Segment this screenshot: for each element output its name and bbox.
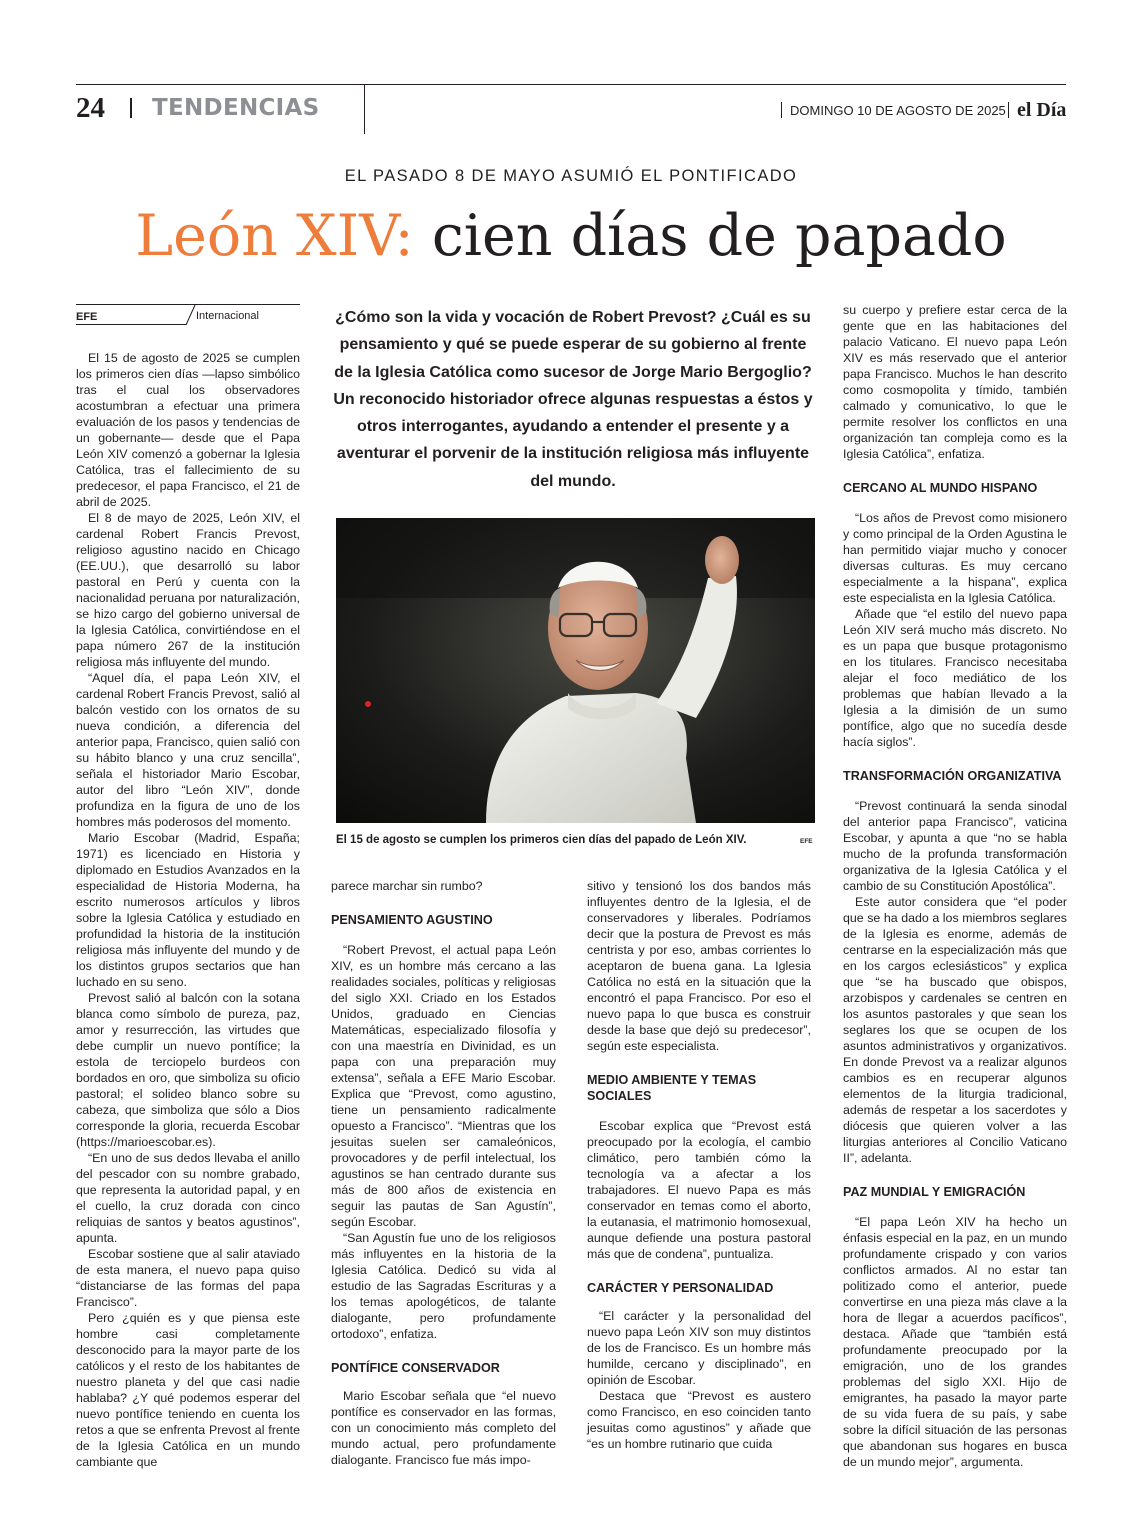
byline-agency: EFE (76, 311, 98, 323)
paragraph: “Los años de Prevost como misionero y como principal de la Orden Agustina le han permitido viajar mucho y conocer diversas culturas. Es muy cercano especialmente a la hispana”, explica este especialista en la Iglesia Católica. (843, 511, 1067, 605)
paragraph: “Robert Prevost, el actual papa León XIV, es un hombre más cercano a las realidades sociales, políticas y religiosas del siglo XXI. Criado en los Estados Unidos, graduado en Ciencias Matemáticas, especializado filosofía y con una maestría en Divinidad, es un papa con una preparación muy extensa”, señala a EFE Mario Escobar. Explica que “Prevost, como agustino, tiene un pensamiento radicalmente opuesto a Francisco”. “Mientras que los jesuitas suelen ser camaleónicos, provocadores y de perfil intelectual, los agustinos se han centrado durante sus más de 800 años de existencia en seguir las pautas de San Agustín”, según Escobar. (331, 943, 556, 1229)
paragraph: Prevost salió al balcón con la sotana blanca como símbolo de pureza, paz, amor y resurrección, las virtudes que debe cumplir un nuevo pontífice; la estola de terciopelo burdeos con bordados en oro, que simboliza su oficio pastoral; el solideo blanco sobre su cabeza, que simboliza que sólo a Dios corresponde la gloria, recuerda Escobar (https://marioescobar.es). (76, 991, 300, 1149)
headline-rest: cien días de papado (431, 203, 1007, 269)
subheading: TRANSFORMACIÓN ORGANIZATIVA (843, 769, 1062, 783)
subheading: CARÁCTER Y PERSONALIDAD (587, 1281, 774, 1295)
byline-category: Internacional (196, 310, 259, 322)
paragraph: parece marchar sin rumbo? (331, 879, 483, 893)
subheading: PENSAMIENTO AGUSTINO (331, 913, 493, 927)
paragraph: Destaca que “Prevost es austero como Francisco, en eso coinciden tanto jesuitas como agustinos” y añade que “es un hombre rutinario que cuida (587, 1389, 811, 1451)
subheading: CERCANO AL MUNDO HISPANO (843, 481, 1038, 495)
subheading: PAZ MUNDIAL Y EMIGRACIÓN (843, 1185, 1026, 1199)
page-number: 24 (76, 92, 105, 124)
section-title: TENDENCIAS (152, 95, 320, 121)
paragraph: “Aquel día, el papa León XIV, el cardenal Robert Francis Prevost, salió al balcón vestido con los ornatos de su nueva condición, a diferencia del anterior papa, Francisco, quien salió con su hábito blanco y una cruz sencilla”, señala el historiador Mario Escobar, autor del libro “León XIV”, donde profundiza en la figura de uno de los hombres más poderosos del momento. (76, 671, 300, 829)
paragraph: “El carácter y la personalidad del nuevo papa León XIV son muy distintos de los de Francisco. Es un hombre más humilde, cercano y disciplinado”, en opinión de Escobar. (587, 1309, 811, 1387)
paragraph: sitivo y tensionó los dos bandos más influyentes dentro de la Iglesia, el de conservadores y liberales. Podríamos decir que la postura de Prevost es más centrista y por eso, ambas corrientes lo aceptaron de buena gana. La Iglesia Católica no está en la situación que la encontró el papa Francisco. Por eso el nuevo papa lo que busca es construir desde la base que dejó su predecesor”, según este especialista. (587, 879, 811, 1053)
paragraph: “San Agustín fue uno de los religiosos más influyentes en la historia de la Iglesia Católica. Dedicó su vida al estudio de las Sagradas Escrituras y a los temas apologéticos, de talante dialogante, pero profundamente ortodoxo”, enfatiza. (331, 1231, 556, 1341)
header-separator (130, 98, 132, 118)
headline (0, 196, 1142, 276)
paragraph: El 15 de agosto de 2025 se cumplen los primeros cien días —lapso simbólico tras el cual los observadores acostumbran a efectuar una primera evaluación de los pasos y tendencias de un gobernante— desde que el Papa León XIV comenzó a gobernar la Iglesia Católica, tras el fallecimiento de su predecesor, el papa Francisco, el 21 de abril de 2025. (76, 351, 300, 509)
column-1 (76, 350, 300, 1470)
paragraph: El 8 de mayo de 2025, León XIV, el cardenal Robert Francis Prevost, religioso agustino nacido en Chicago (EE.UU.), que desarrolló su labor pastoral en Perú y cuenta con la nacionalidad peruana por naturalización, se hizo cargo del gobierno universal de la Iglesia Católica, convirtiéndose en el papa número 267 de la institución religiosa más influyente del mundo. (76, 511, 300, 669)
photo-caption: El 15 de agosto se cumplen los primeros cien días del papado de León XIV. (336, 834, 747, 846)
newspaper-logo: el Día (1017, 99, 1067, 121)
byline-underline (76, 324, 186, 325)
paragraph: Mario Escobar señala que “el nuevo pontífice es conservador en las formas, con un conocimiento más completo del mundo actual, pero profundamente dialogante. Francisco fue más impo- (331, 1389, 556, 1467)
paragraph: “El papa León XIV ha hecho un énfasis especial en la paz, en un mundo profundamente crispado y con varios conflictos armados. Al no estar tan politizado como el anterior, puede convertirse en una pieza más clave a la hora de llegar a acuerdos pacíficos”, destaca. Añade que “también está profundamente preocupado por la emigración, uno de los grandes problemas del siglo XXI. Hijo de emigrantes, ha pasado la mayor parte de su vida fuera de su país, y sabe sobre la difícil situación de las personas que abandonan sus hogares en busca de un mundo mejor”, argumenta. (843, 1215, 1067, 1469)
kicker: EL PASADO 8 DE MAYO ASUMIÓ EL PONTIFICADO (344, 167, 798, 185)
header-separator (781, 102, 782, 118)
byline-slash (184, 304, 196, 326)
paragraph: su cuerpo y prefiere estar cerca de la gente que en las habitaciones del palacio Vaticano. El nuevo papa León XIV es más reservado que el anterior papa Francisco. Muchos le han descrito como cosmopolita y tímido, también calmado y comunicativo, lo que le permite resolver los conflictos en una organización tan compleja como es la Iglesia Católica”, enfatiza. (843, 303, 1067, 461)
column-4 (843, 302, 1067, 1470)
subheading: MEDIO AMBIENTE Y TEMAS SOCIALES (587, 1073, 757, 1103)
paragraph: Escobar explica que “Prevost está preocupado por la ecología, el cambio climático, pero también cómo la tecnología va a afectar a los trabajadores. El nuevo Papa es más conservador en temas como el aborto, la eutanasia, el matrimonio homosexual, aunque defiende una postura pastoral más que de condena”, puntualiza. (587, 1119, 811, 1261)
paragraph: Este autor considera que “el poder que se ha dado a los miembros seglares de la Iglesia es enorme, además de centrarse en la especialización más que en los cargos eclesiásticos” y explica que “se ha buscado que obispos, arzobispos y cardenales se centren en los asuntos pastorales y que sean los seglares los que se ocupen de los asuntos administrativos y organizativos. En donde Prevost va a realizar algunos cambios es en recuperar algunos elementos de la liturgia tradicional, además de respetar a los sacerdotes y diócesis que quieren volver a las liturgias anteriores al Concilio Vaticano II”, adelanta. (843, 895, 1067, 1165)
paragraph: Pero ¿quién es y que piensa este hombre casi completamente desconocido para la mayor parte de los católicos y el resto de los habitantes de nuestro planeta y del que casi nadie hablaba? ¿Y qué podemos esperar del nuevo pontífice teniendo en cuenta los retos a que se enfrenta Prevost al frente de la Iglesia Católica en un mundo cambiante que (76, 1311, 300, 1469)
subheading: PONTÍFICE CONSERVADOR (331, 1361, 500, 1375)
red-light (365, 701, 371, 707)
paragraph: Escobar sostiene que al salir ataviado de esta manera, el nuevo papa quiso “distanciarse de las formas del papa Francisco”. (76, 1247, 300, 1309)
headline-accent: León XIV: (135, 203, 414, 269)
header-separator (1008, 102, 1009, 118)
paragraph: “En uno de sus dedos llevaba el anillo del pescador con su nombre grabado, que representa la autoridad papal, y en el cuello, la cruz dorada con cinco reliquias de santos y beatos agustinos”, apunta. (76, 1151, 300, 1245)
paragraph: Mario Escobar (Madrid, España; 1971) es licenciado en Historia y diplomado en Estudios Avanzados en la especialidad de Historia Moderna, ha escrito numerosos artículos y libros sobre la Iglesia Católica y estudiado en profundidad la historia de la institución religiosa más influyente del mundo y de los distintos grupos sectarios que han luchado en su seno. (76, 831, 300, 989)
lead-paragraph: ¿Cómo son la vida y vocación de Robert Prevost? ¿Cuál es su pensamiento y qué se puede esperar de su gobierno al frente de la Iglesia Católica como sucesor de Jorge Mario Bergoglio? Un reconocido historiador ofrece algunas respuestas a éstos y otros interrogantes, ayudando a entender el presente y a aventurar el porvenir de la institución religiosa más influyente del mundo. (333, 309, 813, 490)
header-divider-vertical (364, 84, 365, 134)
paragraph: “Prevost continuará la senda sinodal del anterior papa Francisco”, vaticina Escobar, y apunta a que “no se habla mucho de la profunda transformación organizativa de la Iglesia Católica y el cambio de su Constitución Apostólica”. (843, 799, 1067, 893)
column-2 (331, 878, 556, 1468)
issue-date: DOMINGO 10 DE AGOSTO DE 2025 (790, 103, 1006, 118)
pope-illustration (336, 518, 815, 823)
photo-credit: EFE (800, 838, 813, 845)
paragraph: Añade que “el estilo del nuevo papa León XIV será mucho más discreto. No es un papa que busque protagonismo en los titulares. Francisco necesitaba alejar el foco mediático de los problemas que habían llevado a la Iglesia a la dimisión de un sumo pontífice, algo que no sucedía desde hacía siglos”. (843, 607, 1067, 749)
waving-hand (705, 536, 739, 584)
column-3 (587, 878, 811, 1452)
header-rule (76, 84, 1066, 85)
pope-photo (336, 518, 815, 823)
